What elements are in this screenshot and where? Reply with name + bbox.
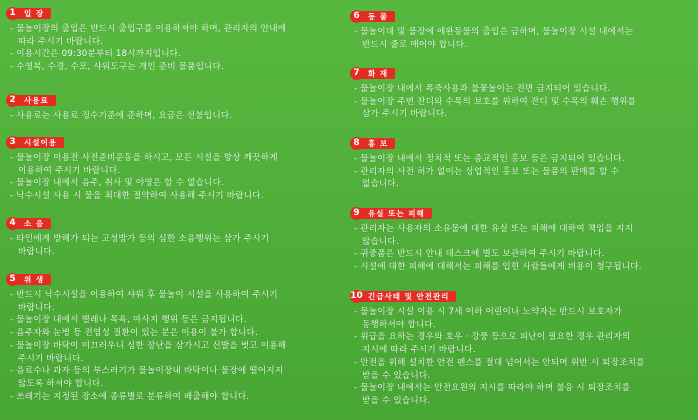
rule-line: - 관리자는 사용자의 소유물에 대한 유실 또는 피해에 대하여 책임을 지지 <box>354 224 634 234</box>
rule-line: - 물놀이장 내에서 폭죽사용과 불꽃놀이는 전면 금지되어 있습니다. <box>354 84 611 94</box>
rule-line: - 물놀이장의 출입은 반드시 출입구를 이용하셔야 하며, 관리자의 안내에 <box>10 24 287 34</box>
section-number-badge: 5 <box>6 273 19 286</box>
section-title: 사용료 <box>15 95 56 106</box>
rule-line: - 위급을 요하는 경우와 호우 · 강풍 등으로 피난이 필요한 경우 관리자의 <box>354 332 631 343</box>
section-header <box>350 137 692 151</box>
rule-line: 주시기 바랍니다. <box>18 353 84 364</box>
section-header <box>350 10 692 24</box>
rule-line: - 사용료는 사용료 징수기준에 준하며, 요금은 선불입니다. <box>10 111 233 121</box>
rule-line: - 물놀이장 주변 잔디와 수목의 보호를 위하여 잔디 및 수목의 훼손 행위를 <box>354 96 637 107</box>
section-emergency-safety <box>350 290 692 408</box>
rule-line: - 물놀이장 내에서 별레나 목욕, 마사지 행위 등은 금지됩니다. <box>10 315 247 326</box>
section-header <box>6 217 344 231</box>
section-animals <box>350 10 692 51</box>
section-title: 시설이용 <box>15 137 64 148</box>
section-header <box>6 7 344 21</box>
rule-line: 바랍니다. <box>18 246 55 257</box>
rule-line: - 반드시 낙수시설을 이용하여 샤워 후 물놀이 시설을 사용하여 주시기 <box>10 290 278 300</box>
rule-line: - 관리자의 사전 허가 없이는 상업적인 홍보 또는 물품의 판매를 할 수 <box>354 166 620 177</box>
rule-line: 따라 주시기 바랍니다. <box>18 36 104 47</box>
section-number-badge: 10 <box>350 291 363 301</box>
rule-line: 않도록 하셔야 합니다. <box>18 378 104 389</box>
section-title: 입 장 <box>15 8 51 19</box>
rule-line: - 쓰레기는 지정된 장소에 종류별로 분류하여 배출해야 합니다. <box>10 391 250 402</box>
section-title: 홍 보 <box>359 138 395 149</box>
rule-line: - 이용시간은 09:30분부터 18시까지입니다. <box>10 49 182 60</box>
rule-line: 이용하여 주시기 바랍니다. <box>18 165 121 176</box>
rule-line: - 낙수시설 사용 시 물을 최대한 절약하여 사용해 주시기 바랍니다. <box>10 191 264 202</box>
rule-line: - 음주자와 눈병 등 전염성 질환이 있는 분은 이용이 불가 합니다. <box>10 328 259 339</box>
rule-line: 받을 수 있습니다. <box>362 370 431 381</box>
section-number-badge: 2 <box>6 94 19 107</box>
section-loss-damage <box>350 207 692 274</box>
section-title: 동 물 <box>359 11 395 22</box>
rule-line: 없습니다. <box>362 179 399 190</box>
section-number-badge: 6 <box>350 10 363 23</box>
section-number-badge: 7 <box>350 67 363 80</box>
rule-line: - 물놀이장 내에서는 안전요원의 지시를 따라야 하며 불응 시 퇴장조치를 <box>354 383 631 394</box>
rule-line: 동행하셔야 합니다. <box>362 319 436 330</box>
rule-line: - 물놀이장 이용전 사전준비운동을 하시고, 모든 시설을 항상 깨끗하게 <box>10 153 278 163</box>
rule-line: 받을 수 있습니다. <box>362 395 431 406</box>
rule-line: - 물놀이장 내에서 정치적 또는 종교적인 홍보 등은 금지되어 있습니다. <box>354 154 625 164</box>
section-fire <box>350 67 692 121</box>
rule-line: - 수영복, 수경, 수모, 샤워도구는 개인 준비 물품입니다. <box>10 62 225 73</box>
section-number-badge: 4 <box>6 217 19 230</box>
section-title: 유실 또는 피해 <box>359 208 432 219</box>
section-entry <box>6 7 344 74</box>
rule-line: 반드시 줄로 매어야 합니다. <box>362 39 468 50</box>
rule-line: - 물놀이장 시설 이용 시 7세 이하 어린이나 노약자는 반드시 보호자가 <box>354 307 622 317</box>
rule-line: 바랍니다. <box>18 302 55 313</box>
section-promotion <box>350 137 692 191</box>
rule-line: 삼가 주시기 바랍니다. <box>362 109 448 120</box>
section-title: 소 음 <box>15 218 51 229</box>
rule-line: - 물놀이장 내에서 음주, 취사 및 야영은 할 수 없습니다. <box>10 178 225 189</box>
section-header <box>6 273 344 287</box>
rule-line: 지시에 따라 주시기 바랍니다. <box>362 345 476 356</box>
section-header <box>350 67 692 81</box>
rule-line: - 물놀이장 바닥이 미끄러우니 심한 장난을 삼가시고 신발을 벗고 이용해 <box>10 340 287 351</box>
section-noise <box>6 217 344 258</box>
rule-line: - 시설에 대한 피해에 대해서는 피해를 입힌 사람들에게 비용이 청구됩니다. <box>354 262 642 273</box>
rule-line: - 귀중품은 반드시 안내 데스크에 별도 보관하여 주시기 바랍니다. <box>354 249 605 260</box>
section-title: 긴급사태 및 안전관리 <box>359 291 456 302</box>
section-facility-use <box>6 136 344 203</box>
section-title: 화 재 <box>359 68 395 79</box>
section-header <box>350 207 692 221</box>
section-header <box>350 290 692 304</box>
section-number-badge: 1 <box>6 7 19 20</box>
rule-line: 않습니다. <box>362 236 399 247</box>
section-title: 위 생 <box>15 274 51 285</box>
rule-line: - 타인에게 방해가 되는 고성방가 등의 심한 소음행위는 삼가 주시기 <box>10 234 270 244</box>
section-header <box>6 94 344 108</box>
section-number-badge: 3 <box>6 136 19 149</box>
section-header <box>6 136 344 150</box>
rule-line: - 안전을 위해 설치한 안전 펜스를 절대 넘어서는 안되며 위반 시 퇴장조치를 <box>354 357 645 368</box>
rule-line: - 물놀이대 및 물장에 애완동물의 출입은 금하며, 물놀이장 시설 내에서는 <box>354 27 634 37</box>
section-fee <box>6 94 344 123</box>
rule-line: - 음료수나 과자 등의 부스러기가 물놀이장내 바닥이나 물장에 떨어지지 <box>10 366 284 377</box>
section-number-badge: 8 <box>350 137 363 150</box>
section-hygiene <box>6 273 344 403</box>
section-number-badge: 9 <box>350 207 363 220</box>
